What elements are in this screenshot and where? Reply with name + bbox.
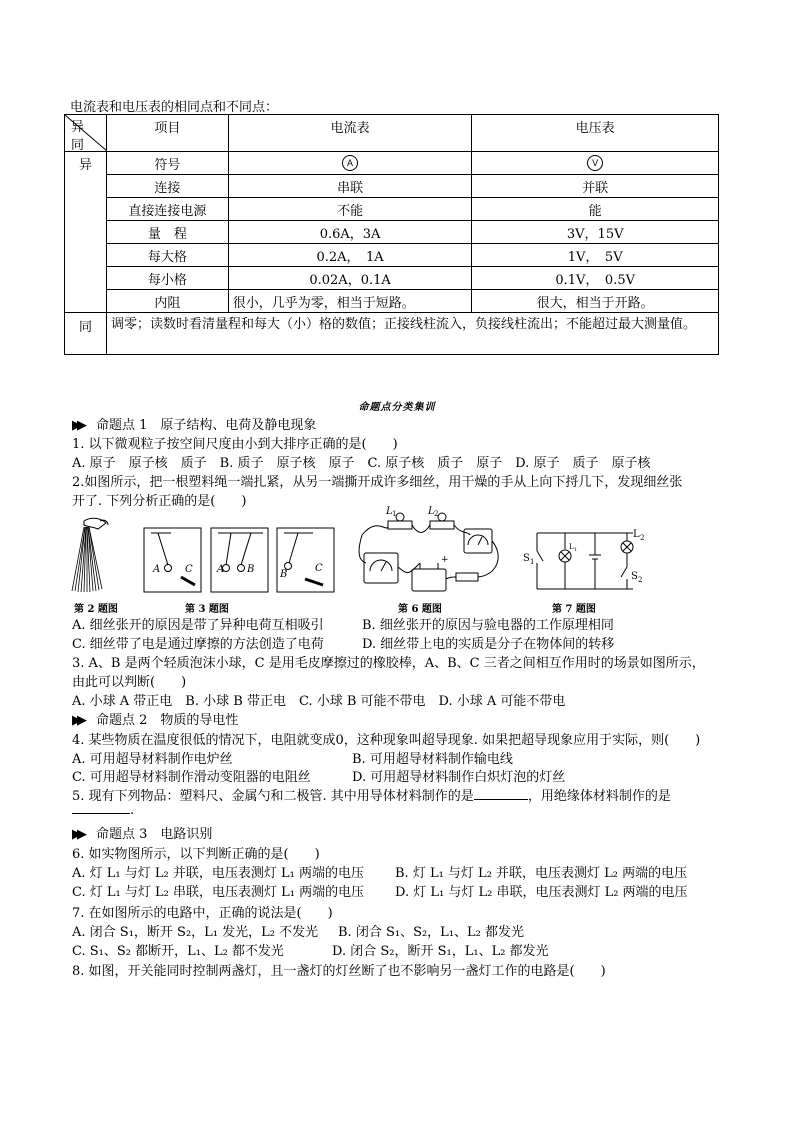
q2-stem-2: 开了. 下列分析正确的是( ) (72, 494, 247, 509)
fig3-label-c3: C (315, 563, 323, 574)
q4-option-d: D. 可用超导材料制作白炽灯泡的灯丝 (352, 770, 566, 785)
q4-stem: 4. 某些物质在温度很低的情况下，电阻就变成0，这种现象叫超导现象. 如果把超导现象应用于实际，则( ) (72, 733, 701, 748)
row-ammeter: 不能 (228, 198, 472, 221)
q2-option-d: D. 细丝带上电的实质是分子在物体间的转移 (362, 637, 615, 652)
ammeter-symbol-icon: A (342, 155, 358, 171)
fig3-label-a1: A (153, 564, 161, 575)
q2-option-b: B. 细丝张开的原因与验电器的工作原理相同 (362, 618, 614, 633)
row-ammeter: 很小，几乎为零，相当于短路。 (228, 290, 472, 313)
row-item: 连接 (106, 175, 228, 198)
row-voltmeter: 能 (472, 198, 719, 221)
q6-option-a: A. 灯 L₁ 与灯 L₂ 并联，电压表测灯 L₁ 两端的电压 (72, 866, 364, 881)
fig7-s2-letter: S (631, 571, 638, 582)
q7-option-c: C. S₁、S₂ 都断开，L₁、L₂ 都不发光 (72, 944, 284, 959)
q5-blank-conductor[interactable] (474, 789, 528, 800)
row-voltmeter: 并联 (472, 175, 719, 198)
heading-2-text: 命题点 2 物质的导电性 (96, 713, 239, 728)
q3-stem-1: 3. A、B 是两个轻质泡沫小球，C 是用毛皮摩擦过的橡胶棒，A、B、C 三者之间相互作用时的场景如图所示， (72, 656, 705, 671)
fig6-l2-letter: L (428, 506, 435, 517)
q8-stem: 8. 如图，开关能同时控制两盏灯，且一盏灯的灯丝断了也不影响另一盏灯工作的电路是( ) (72, 964, 606, 979)
ammeter-symbol-cell (228, 152, 472, 175)
fig3-label-b2: B (247, 564, 255, 575)
table-header-row (65, 115, 719, 152)
fig3-label-a2: A (217, 564, 225, 575)
fig7-s1-sub: 1 (530, 558, 535, 566)
header-ammeter: 电流表 (228, 115, 472, 152)
q6-option-d: D. 灯 L₁ 与灯 L₂ 串联，电压表测灯 L₂ 两端的电压 (395, 885, 688, 900)
fig6-plus-sign: + (441, 555, 449, 565)
figure-6-caption: 第 6 题图 (398, 604, 442, 615)
header-voltmeter: 电压表 (472, 115, 719, 152)
row-ammeter: 0.6A，3A (228, 221, 472, 244)
q7-option-b: B. 闭合 S₁、S₂，L₁、L₂ 都发光 (338, 925, 525, 940)
q5-blank-insulator[interactable] (72, 803, 130, 814)
fig6-l2-sub: 2 (434, 510, 439, 518)
q1-options: A. 原子 原子核 质子 B. 质子 原子核 原子 C. 原子核 质子 原子 D. 原子 质子 原子核 (72, 456, 651, 471)
fig6-l1-letter: L (386, 506, 393, 517)
q4-option-b: B. 可用超导材料制作输电线 (352, 752, 513, 767)
fig7-l2-sub: 2 (640, 534, 645, 542)
fig7-s1-letter: S (523, 553, 530, 564)
row-item: 符号 (106, 152, 228, 175)
q5-end: . (130, 803, 135, 818)
fig7-l1-letter: L (569, 543, 574, 551)
q5-line (72, 785, 671, 804)
comparison-table (64, 114, 719, 355)
table-corner-cell (65, 115, 107, 152)
q7-option-a: A. 闭合 S₁，断开 S₂，L₁ 发光，L₂ 不发光 (72, 925, 319, 940)
table-row (65, 198, 719, 221)
double-arrow-icon: ▶▶ (72, 827, 82, 842)
q5-line-2 (72, 803, 134, 818)
q2-option-a: A. 细丝张开的原因是带了异种电荷互相吸引 (72, 618, 324, 633)
corner-bottom-label: 同 (71, 138, 85, 153)
q3-options: A. 小球 A 带正电 B. 小球 B 带正电 C. 小球 B 可能不带电 D. 小球 A 可能不带电 (72, 694, 566, 709)
header-item: 项目 (106, 115, 228, 152)
corner-top-label: 异 (71, 120, 85, 135)
table-row (65, 175, 719, 198)
q6-option-c: C. 灯 L₁ 与灯 L₂ 串联，电压表测灯 L₁ 两端的电压 (72, 885, 365, 900)
heading-1-text: 命题点 1 原子结构、电荷及静电现象 (96, 418, 317, 433)
table-row (65, 244, 719, 267)
same-text: 调零；读数时看清量程和每大（小）格的数值；正接线柱流入，负接线柱流出；不能超过最大测量值。 (106, 313, 718, 355)
fig3-label-c1: C (185, 564, 193, 575)
q2-stem-1: 2.如图所示，把一根塑料绳一端扎紧，从另一端撕开成许多细丝，用干燥的手从上向下捋几下，发现细丝张 (72, 475, 683, 490)
q4-option-a: A. 可用超导材料制作电炉丝 (72, 752, 233, 767)
fig7-l2-letter: L (633, 529, 640, 540)
table-row (65, 221, 719, 244)
figure-2-caption: 第 2 题图 (74, 604, 118, 615)
figure-2-rope-strands (70, 515, 130, 595)
fig7-l1-sub: 1 (574, 547, 578, 553)
figure-7-caption: 第 7 题图 (552, 604, 596, 615)
figure-3-charged-balls (143, 527, 336, 595)
q7-option-d: D. 闭合 S₂，断开 S₁，L₁、L₂ 都发光 (332, 944, 549, 959)
double-arrow-icon: ▶▶ (72, 418, 82, 433)
diff-label: 异 (65, 152, 107, 313)
row-voltmeter: 3V，15V (472, 221, 719, 244)
heading-3 (72, 823, 212, 842)
q4-option-c: C. 可用超导材料制作滑动变阻器的电阻丝 (72, 770, 311, 785)
figure-6-physical-circuit (358, 505, 508, 597)
row-voltmeter: 0.1V， 0.5V (472, 267, 719, 290)
q3-stem-2: 由此可以判断( ) (72, 675, 187, 690)
row-voltmeter: 很大，相当于开路。 (472, 290, 719, 313)
figure-3-caption: 第 3 题图 (185, 604, 229, 615)
heading-3-text: 命题点 3 电路识别 (96, 827, 213, 842)
row-item: 每大格 (106, 244, 228, 267)
figure-7-circuit-diagram (523, 527, 647, 597)
row-item: 直接连接电源 (106, 198, 228, 221)
table-row (65, 290, 719, 313)
fig6-l1-sub: 1 (392, 510, 397, 518)
row-item: 每小格 (106, 267, 228, 290)
row-voltmeter: 1V， 5V (472, 244, 719, 267)
section-title: 命题点分类集训 (358, 402, 436, 413)
voltmeter-symbol-icon: V (587, 155, 603, 171)
q5-part-2: ，用绝缘体材料制作的是 (527, 789, 671, 804)
double-arrow-icon: ▶▶ (72, 713, 82, 728)
q5-part-1: 5. 现有下列物品：塑料尺、金属勺和二极管. 其中用导体材料制作的是 (72, 789, 474, 804)
row-item: 内阻 (106, 290, 228, 313)
q6-option-b: B. 灯 L₁ 与灯 L₂ 并联，电压表测灯 L₂ 两端的电压 (395, 866, 688, 881)
table-same-row (65, 313, 719, 355)
q6-stem: 6. 如实物图所示，以下判断正确的是( ) (72, 847, 320, 862)
table-row (65, 267, 719, 290)
table-row (65, 152, 719, 175)
voltmeter-symbol-cell (472, 152, 719, 175)
row-ammeter: 串联 (228, 175, 472, 198)
heading-2 (72, 709, 238, 728)
q1-stem: 1. 以下微观粒子按空间尺度由小到大排序正确的是( ) (72, 437, 398, 452)
heading-1 (72, 414, 316, 433)
same-label: 同 (65, 313, 107, 355)
row-item: 量 程 (106, 221, 228, 244)
q2-option-c: C. 细丝带了电是通过摩擦的方法创造了电荷 (72, 637, 324, 652)
table-intro: 电流表和电压表的相同点和不同点： (70, 100, 279, 115)
row-ammeter: 0.02A，0.1A (228, 267, 472, 290)
fig3-label-b3: B (280, 569, 288, 580)
q7-stem: 7. 在如图所示的电路中，正确的说法是( ) (72, 906, 333, 921)
fig7-s2-sub: 2 (638, 576, 643, 584)
row-ammeter: 0.2A， 1A (228, 244, 472, 267)
